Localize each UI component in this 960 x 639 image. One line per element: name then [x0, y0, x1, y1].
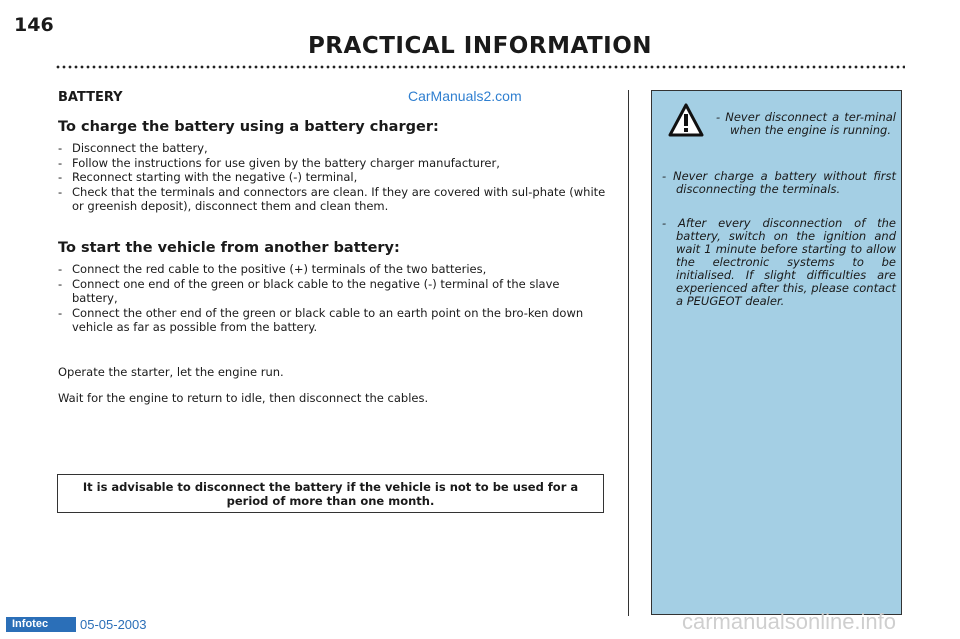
- warning-item: [716, 111, 896, 137]
- warning-item: [662, 217, 896, 308]
- start-steps: [58, 262, 606, 335]
- list-item: - Connect the other end of the green or black cable to an earth point on the bro-ken down vehicle as far as possible from the battery.: [58, 306, 606, 335]
- charge-heading: To charge the battery using a battery charger:: [58, 119, 439, 135]
- list-item: - Connect the red cable to the positive (+) terminals of the two batteries,: [58, 262, 606, 277]
- operate-paragraph: Operate the starter, let the engine run.: [58, 365, 284, 379]
- list-item: - Disconnect the battery,: [58, 141, 606, 156]
- column-divider: [628, 90, 629, 616]
- footer-date: 05-05-2003: [80, 617, 147, 632]
- list-item: - Follow the instructions for use given by the battery charger manufacturer,: [58, 156, 606, 171]
- warning-item: [662, 170, 896, 196]
- advice-text: It is advisable to disconnect the battery if the vehicle is not to be used for a period of more than one month.: [82, 479, 579, 508]
- list-item: - Connect one end of the green or black cable to the negative (-) terminal of the slave battery,: [58, 277, 606, 306]
- section-title: BATTERY: [58, 90, 123, 105]
- warning-text: - After every disconnection of the battery, switch on the ignition and wait 1 minute before starting to allow the electronic systems to be initialised. If slight difficulties are experienced after this, please contact a PEUGEOT dealer.: [662, 216, 896, 308]
- wait-paragraph: Wait for the engine to return to idle, then disconnect the cables.: [58, 391, 429, 405]
- start-heading: To start the vehicle from another battery:: [58, 240, 400, 256]
- watermark-text: carmanualsonline.info: [682, 609, 897, 634]
- warning-triangle-icon: [667, 102, 705, 138]
- infotec-logo: Infotec: [6, 617, 76, 632]
- warning-text: - Never charge a battery without first disconnecting the terminals.: [662, 169, 896, 196]
- list-item: - Check that the terminals and connectors are clean. If they are covered with sul-phate (white or greenish deposit), disconnect them and clean them.: [58, 185, 606, 214]
- charge-steps: [58, 141, 606, 214]
- dotted-divider: [55, 64, 905, 70]
- watermark-link[interactable]: CarManuals2.com: [408, 88, 522, 104]
- advice-box: [57, 474, 604, 513]
- page-number: 146: [14, 14, 54, 36]
- warning-text: - Never disconnect a ter-minal when the engine is running.: [716, 110, 896, 137]
- list-item: - Reconnect starting with the negative (-) terminal,: [58, 170, 606, 185]
- page-title: PRACTICAL INFORMATION: [307, 33, 653, 59]
